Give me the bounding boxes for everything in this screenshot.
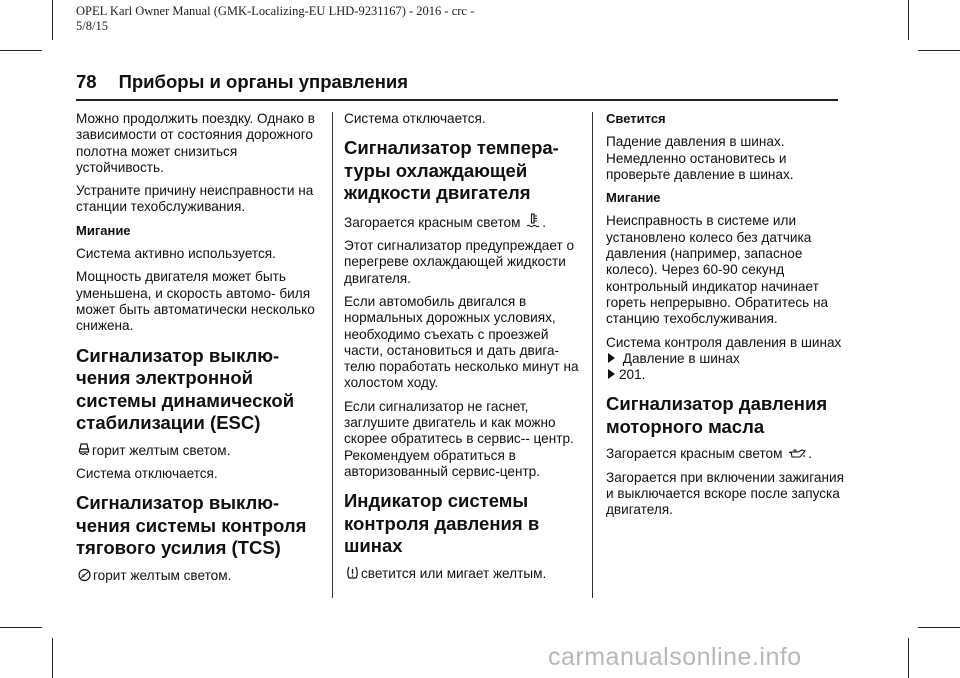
heading-esc-off: Сигнализатор выклю- чения электронной системы динамической стабилизации (ESC) bbox=[76, 344, 295, 434]
subheading-on: Светится bbox=[606, 111, 666, 126]
coolant-text: Загорается красным светом bbox=[344, 214, 521, 230]
cross-ref-link[interactable]: Давление в шинах bbox=[622, 350, 740, 366]
column-1 bbox=[76, 111, 324, 591]
section-title: Приборы и органы управления bbox=[118, 71, 409, 92]
crop-mark-tr-h bbox=[918, 50, 960, 51]
paragraph: Можно продолжить поездку. Однако в зависимости от состояния дорожного полотна может снизиться устойчивость. bbox=[76, 111, 315, 175]
paragraph: Система отключается. bbox=[344, 111, 486, 126]
heading-tcs-off: Сигнализатор выклю- чения системы контроля тягового усилия (TCS) bbox=[76, 492, 307, 559]
column-3 bbox=[606, 111, 846, 526]
paragraph: Этот сигнализатор предупреждает о перегреве охлаждающей жидкости двигателя. bbox=[344, 238, 575, 286]
cross-reference-paragraph bbox=[606, 335, 846, 384]
coolant-status-text bbox=[344, 213, 584, 231]
paragraph: Если автомобиль двигался в нормальных дорожных условиях, необходимо съехать с проезжей части, остановиться и дать двига- телю поработать несколько минут на холостом ходу. bbox=[344, 293, 579, 391]
crop-mark-br-h bbox=[918, 627, 960, 628]
heading-oil-pressure: Сигнализатор давления моторного масла bbox=[606, 393, 828, 437]
svg-text:o: o bbox=[82, 572, 85, 579]
column-divider-2 bbox=[592, 112, 593, 598]
paragraph: Неисправность в системе или установлено колесо без датчика давления (например, запасное колесо). Через 60-90 секунд контрольный индикатор начинает гореть непрерывно. Обратитесь на станцию техобслуживания. bbox=[606, 213, 829, 327]
tcs-text: горит желтым светом. bbox=[93, 567, 232, 583]
paragraph: Если сигнализатор не гаснет, заглушите двигатель и как можно скорее обратитесь в сервис-- центр. Рекомендуем обратиться в авторизованный сервис-центр. bbox=[344, 398, 574, 479]
crop-mark-bl-h bbox=[0, 627, 42, 628]
tire-text: светится или мигает желтым. bbox=[361, 565, 547, 581]
subheading-blink: Мигание bbox=[606, 190, 661, 206]
paragraph: Система активно используется. bbox=[76, 246, 276, 262]
coolant-temperature-icon bbox=[526, 213, 540, 229]
cross-reference-arrow-icon bbox=[608, 369, 615, 379]
header-rule bbox=[76, 99, 838, 101]
esc-status-text bbox=[76, 443, 324, 459]
esc-text: горит желтым светом. bbox=[92, 442, 231, 458]
watermark: carmanualsonline.info bbox=[548, 643, 802, 671]
cross-ref-page[interactable]: 201. bbox=[619, 367, 646, 383]
cross-reference-arrow-icon bbox=[608, 353, 615, 363]
crop-mark-tl-v bbox=[52, 0, 53, 40]
page-number: 78 bbox=[76, 71, 97, 92]
heading-tire-pressure: Индикатор системы контроля давления в шинах bbox=[344, 490, 540, 557]
paragraph: Мощность двигателя может быть уменьшена, и скорость автомо- биля может быть автоматически несколько снижена. bbox=[76, 269, 315, 334]
crop-mark-br-v bbox=[908, 638, 909, 678]
tire-status-text bbox=[344, 566, 584, 582]
oil-text-end: . bbox=[808, 446, 813, 462]
coolant-text-end: . bbox=[542, 214, 547, 230]
paragraph: Устраните причину неисправности на станции техобслуживания. bbox=[76, 183, 314, 215]
paragraph: Падение давления в шинах. Немедленно остановитесь и проверьте давление в шинах. bbox=[606, 134, 794, 182]
tcs-off-icon bbox=[78, 568, 91, 582]
cross-ref-lead: Система контроля давления в шинах bbox=[606, 334, 842, 350]
column-divider-1 bbox=[332, 112, 333, 598]
subheading-blink: Мигание bbox=[76, 222, 131, 238]
esc-off-icon bbox=[78, 443, 90, 457]
crop-mark-tr-v bbox=[908, 0, 909, 40]
crop-mark-tl-h bbox=[0, 50, 42, 51]
crop-mark-bl-v bbox=[52, 638, 53, 678]
oil-status-text bbox=[606, 446, 846, 462]
heading-coolant-temp: Сигнализатор темпера- туры охлаждающей жидкости двигателя bbox=[344, 137, 559, 204]
tire-pressure-icon bbox=[346, 566, 359, 580]
oil-can-icon bbox=[788, 448, 806, 460]
paragraph: Загорается при включении зажигания и выключается вскоре после запуска двигателя. bbox=[606, 469, 844, 518]
tcs-status-text bbox=[76, 568, 324, 584]
column-2 bbox=[344, 111, 584, 589]
page-header bbox=[76, 71, 408, 93]
oil-text: Загорается красным светом bbox=[606, 446, 783, 462]
document-meta: OPEL Karl Owner Manual (GMK-Localizing-EU LHD-9231167) - 2016 - crc - 5/8/15 bbox=[76, 4, 475, 33]
paragraph: Система отключается. bbox=[76, 465, 218, 481]
